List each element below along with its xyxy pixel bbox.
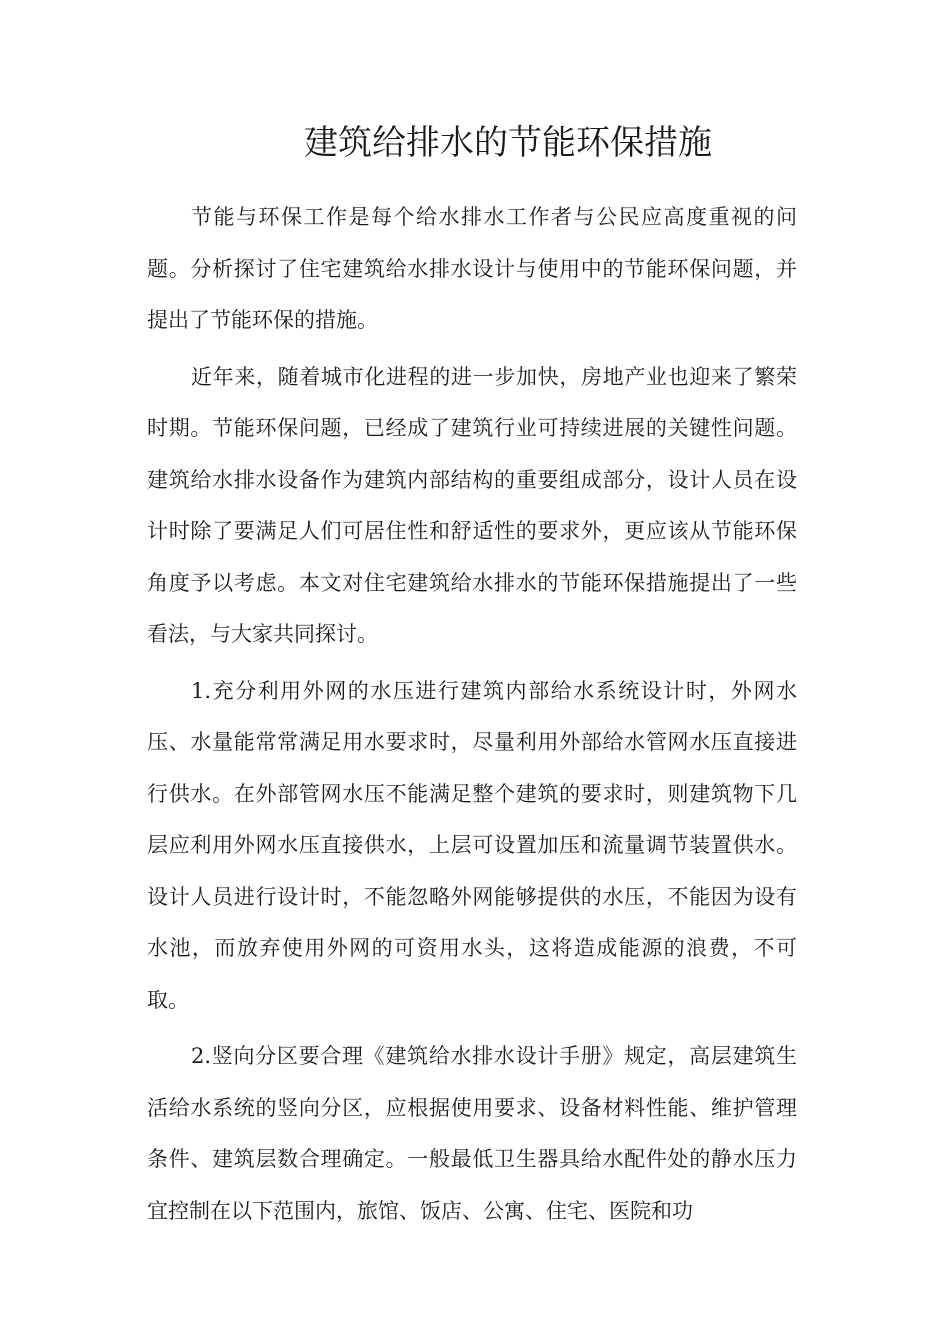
- paragraph-background: 近年来，随着城市化进程的进一步加快，房地产业也迎来了繁荣时期。节能环保问题，已经成了建筑行业可持续进展的关键性问题。建筑给水排水设备作为建筑内部结构的重要组成部分，设计人员在设计时除了要满足人们可居住性和舒适性的要求外，更应该从节能环保角度予以考虑。本文对住宅建筑给水排水的节能环保措施提出了一些看法，与大家共同探讨。: [147, 364, 797, 646]
- paragraph-intro: 节能与环保工作是每个给水排水工作者与公民应高度重视的问题。分析探讨了住宅建筑给水排水设计与使用中的节能环保问题，并提出了节能环保的措施。: [147, 205, 797, 332]
- paragraph-section-2: 2.竖向分区要合理《建筑给水排水设计手册》规定，高层建筑生活给水系统的竖向分区，应根据使用要求、设备材料性能、维护管理条件、建筑层数合理确定。一般最低卫生器具给水配件处的静水压力宜控制在以下范围内，旅馆、饭店、公寓、住宅、医院和功: [147, 1044, 797, 1223]
- document-body: [147, 192, 797, 1237]
- paragraph-section-1: 1.充分利用外网的水压进行建筑内部给水系统设计时，外网水压、水量能常常满足用水要求时，尽量利用外部给水管网水压直接进行供水。在外部管网水压不能满足整个建筑的要求时，则建筑物下几层应利用外网水压直接供水，上层可设置加压和流量调节装置供水。设计人员进行设计时，不能忽略外网能够提供的水压，不能因为设有水池，而放弃使用外网的可资用水头，这将造成能源的浪费，不可取。: [147, 678, 797, 1012]
- document-title: 建筑给排水的节能环保措施: [304, 123, 712, 163]
